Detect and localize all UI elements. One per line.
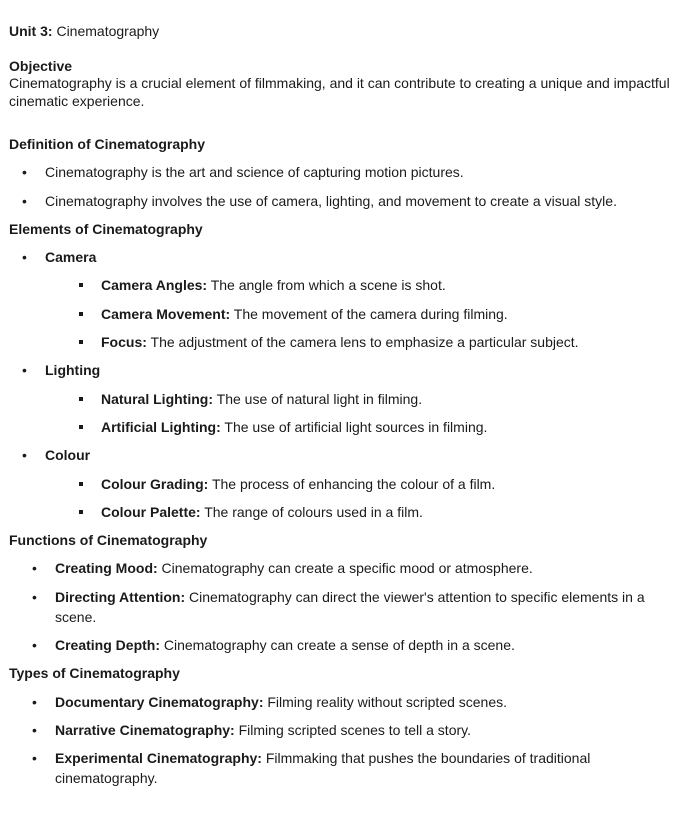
elements-heading: Elements of Cinematography: [9, 220, 203, 237]
sub-list-item: Camera Angles: The angle from which a scene is shot.: [0, 275, 680, 295]
list-item: • Documentary Cinematography: Filming reality without scripted scenes.: [0, 692, 680, 712]
list-item: • Colour: [0, 445, 680, 465]
sub-list-item: Natural Lighting: The use of natural light in filming.: [0, 389, 680, 409]
sub-list-item: Camera Movement: The movement of the camera during filming.: [0, 304, 680, 324]
sub-list-item: Artificial Lighting: The use of artificial light sources in filming.: [0, 417, 680, 437]
sub-list-item: Focus: The adjustment of the camera lens to emphasize a particular subject.: [0, 332, 680, 352]
list-item: • Creating Mood: Cinematography can create a specific mood or atmosphere.: [0, 558, 680, 578]
list-item: • Directing Attention: Cinematography can direct the viewer's attention to specific elements in a scene.: [0, 587, 680, 627]
content: [0, 134, 680, 797]
definition-heading: Definition of Cinematography: [9, 136, 205, 152]
list-item: • Narrative Cinematography: Filming scripted scenes to tell a story.: [0, 720, 680, 740]
list-item: • Lighting: [0, 360, 680, 380]
functions-heading: Functions of Cinematography: [9, 532, 208, 549]
unit-title: Unit 3: Cinematography: [9, 23, 160, 39]
sub-list-item: Colour Palette: The range of colours used in a film.: [0, 502, 680, 522]
types-heading: Types of Cinematography: [9, 665, 180, 682]
list-item: • Cinematography involves the use of camera, lighting, and movement to create a visual style.: [0, 191, 680, 211]
objective-text: Cinematography is a crucial element of filmmaking, and it can contribute to creating a unique and impactful cinematic experience.: [9, 75, 670, 109]
list-item: • Experimental Cinematography: Filmmaking that pushes the boundaries of traditional cinematography.: [0, 748, 680, 788]
sub-list-item: Colour Grading: The process of enhancing the colour of a film.: [0, 474, 680, 494]
list-item: • Camera: [0, 247, 680, 267]
list-item: • Cinematography is the art and science of capturing motion pictures.: [0, 162, 680, 182]
list-item: • Creating Depth: Cinematography can create a sense of depth in a scene.: [0, 635, 680, 655]
objective-heading: Objective: [9, 58, 73, 74]
